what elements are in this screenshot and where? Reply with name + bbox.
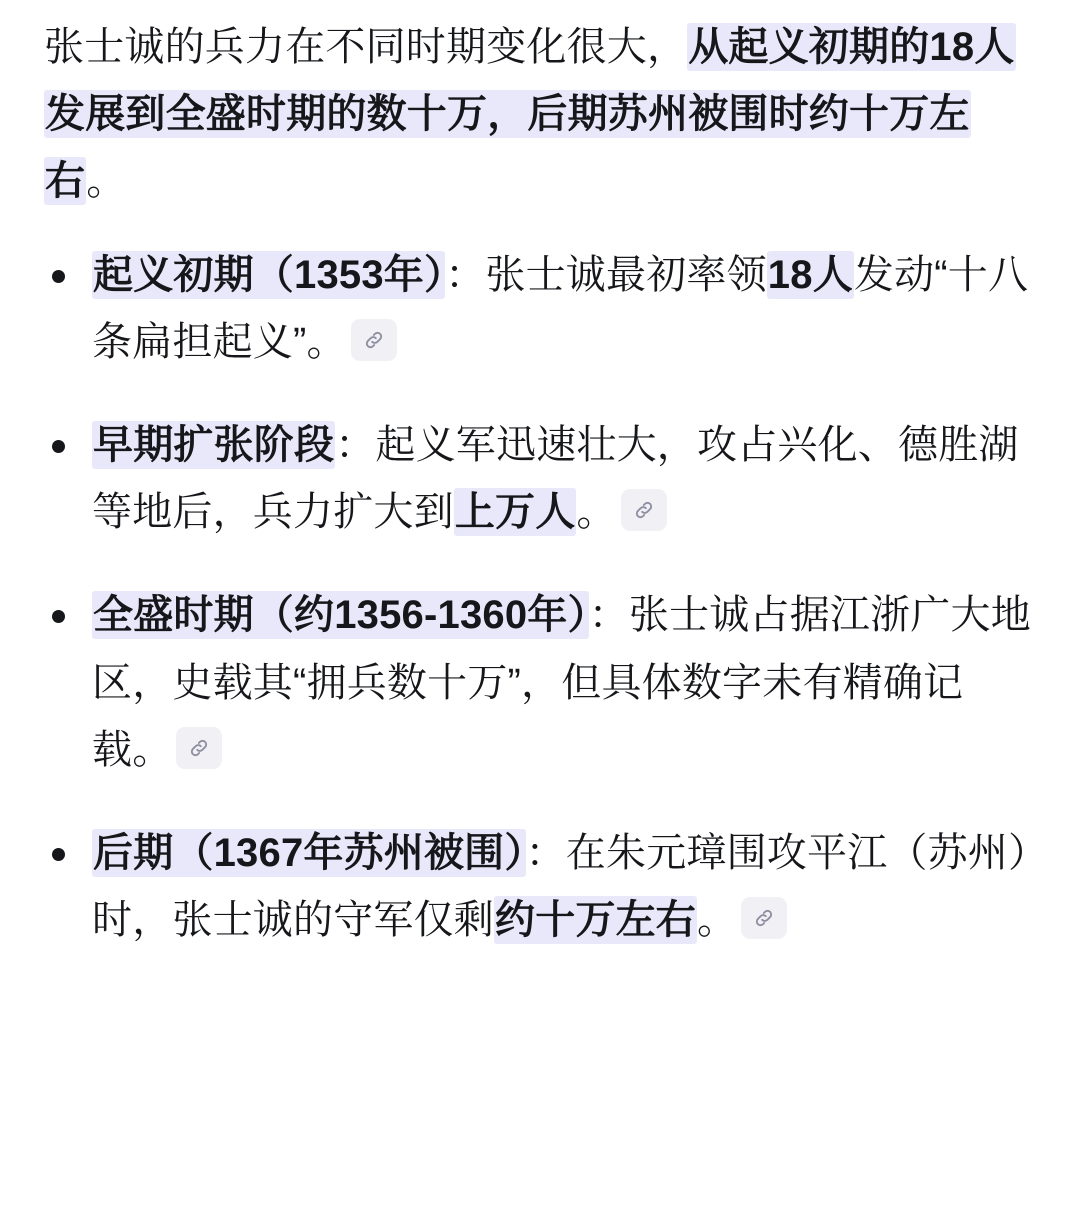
list-item-text-before: 起义军迅速壮大，攻占兴化、德胜湖等地后，兵力扩大到 (92, 422, 1019, 535)
list-item-label: 起义初期（1353年） (93, 252, 445, 297)
list-item-colon: ： (445, 252, 486, 297)
list-item-text-before: 在朱元璋围攻平江（苏州）时，张士诚的守军仅剩 (92, 830, 1029, 943)
list-item-label: 早期扩张阶段 (93, 422, 335, 467)
list-item-highlight: 18人 (767, 252, 853, 297)
link-icon (188, 737, 210, 759)
intro-tail-text: 。 (86, 159, 127, 204)
link-icon (363, 329, 385, 351)
link-icon (753, 907, 775, 929)
list-item-colon: ： (335, 422, 376, 467)
list-item (44, 412, 1032, 546)
list-item-text-after: 。 (576, 490, 617, 535)
list-item-colon: ： (588, 593, 629, 638)
troop-strength-list (44, 242, 1032, 955)
list-item-text-before: 张士诚占据江浙广大地区，史载其“拥兵数十万”，但具体数字未有精确记载。 (92, 593, 1031, 772)
list-item-text-before: 张士诚最初率领 (485, 252, 767, 297)
citation-link-button[interactable] (351, 319, 397, 361)
list-item (44, 820, 1032, 954)
intro-lead-text: 张士诚的兵力在不同时期变化很大， (44, 25, 688, 69)
list-item (44, 242, 1032, 376)
list-item (44, 582, 1032, 784)
list-item-label: 后期（1367年苏州被围） (93, 830, 525, 875)
list-item-highlight: 上万人 (454, 490, 576, 535)
list-item-highlight: 约十万左右 (495, 898, 696, 943)
list-item-text-after: 发动“十八条扁担起义”。 (92, 252, 1029, 364)
citation-link-button[interactable] (621, 489, 667, 531)
intro-highlight-text: 从起义初期的18人发展到全盛时期的数十万，后期苏州被围时约十万左右 (45, 25, 1015, 204)
link-icon (633, 499, 655, 521)
list-item-text-after: 。 (697, 898, 738, 943)
citation-link-button[interactable] (741, 897, 787, 939)
list-item-label: 全盛时期（约1356-1360年） (93, 593, 588, 638)
citation-link-button[interactable] (176, 727, 222, 769)
intro-paragraph (44, 14, 1032, 216)
list-item-colon: ： (525, 830, 566, 875)
